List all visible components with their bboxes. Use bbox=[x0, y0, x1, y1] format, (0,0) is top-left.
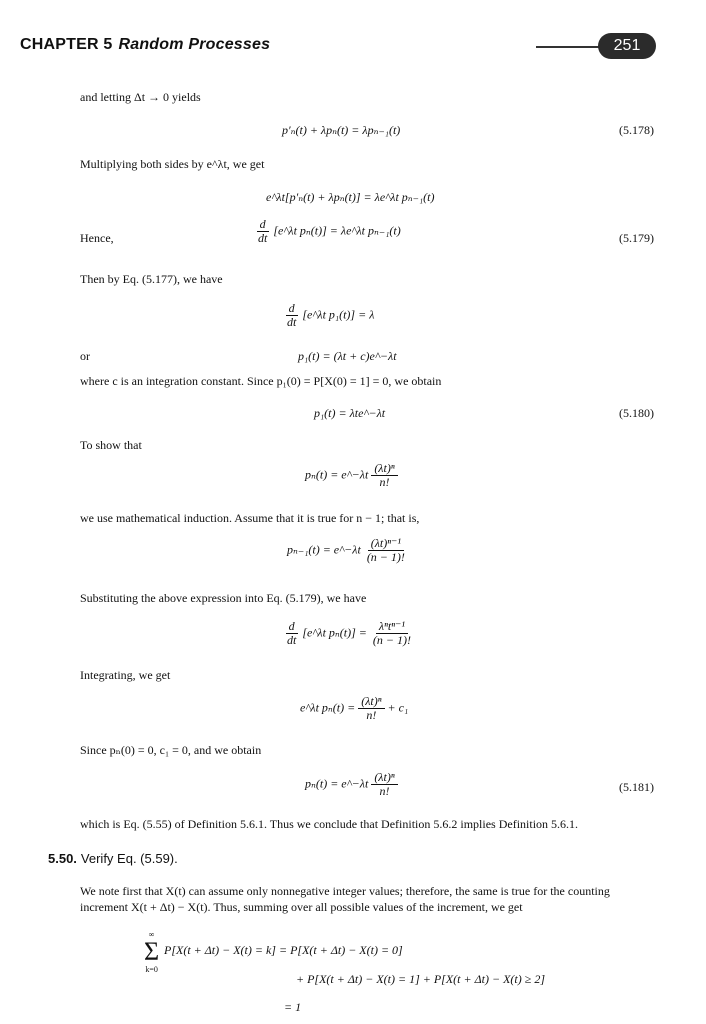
problem-heading bbox=[48, 850, 178, 868]
chapter-title: Random Processes bbox=[118, 36, 271, 53]
chapter-heading bbox=[20, 36, 270, 54]
text-hence: Hence, bbox=[80, 231, 114, 245]
paragraph-counting-increment: We note first that X(t) can assume only nonnegative integer values; therefore, the same is true for the counting increment X(t + Δt) − X(t). Thus, summing over all possible values of the increment, we get bbox=[80, 884, 610, 914]
equation-5-181: pₙ(t) = e^−λt $\frac{\text{(λt)ⁿ}}{n!}$ bbox=[305, 771, 398, 798]
equation-number-5-179: (5.179) bbox=[619, 231, 654, 245]
derivative-operator: $\frac{d}{dt}$ bbox=[287, 619, 297, 648]
equation-number-5-180: (5.180) bbox=[619, 406, 654, 420]
equation-5-179: $\frac{d}{dt}$ [e^λt pₙ(t)] = λe^λt pₙ₋₁(t) bbox=[255, 218, 401, 245]
page-number-badge: 251 bbox=[598, 33, 656, 59]
equation-pn-minus-1: pₙ₋₁(t) = e^−λt $\frac{\text{(λt)ⁿ⁻¹}}{(n - 1)!}$ bbox=[287, 536, 405, 565]
derivative-operator: $\frac{d}{dt}$ bbox=[258, 217, 268, 246]
text-or: or bbox=[80, 349, 90, 363]
equation-p1-derivative: $\frac{d}{dt}$ [e^λt p₁(t)] = λ bbox=[284, 302, 374, 329]
equation-number-5-178: (5.178) bbox=[619, 123, 654, 137]
summation-symbol: ∞ Σ k=0 bbox=[144, 930, 160, 974]
text-letting-dt: and letting Δt → 0 yields bbox=[80, 90, 201, 104]
equation-5-180: p₁(t) = λte^−λt bbox=[314, 406, 386, 420]
text-integrating: Integrating, we get bbox=[80, 668, 171, 682]
text-since-pn0: Since pₙ(0) = 0, c₁ = 0, and we obtain bbox=[80, 743, 262, 757]
text-then-by-eq: Then by Eq. (5.177), we have bbox=[80, 272, 223, 286]
text-multiplying: Multiplying both sides by e^λt, we get bbox=[80, 157, 265, 171]
derivative-operator: $\frac{d}{dt}$ bbox=[287, 301, 297, 330]
equation-sum-line-1: P[X(t + Δt) − X(t) = k] = P[X(t + Δt) − X(t) = 0] bbox=[164, 943, 403, 957]
header-rule bbox=[536, 46, 602, 48]
chapter-label: CHAPTER 5 bbox=[20, 36, 113, 53]
equation-pn-target: pₙ(t) = e^−λt $\frac{\text{(λt)ⁿ}}{n!}$ bbox=[305, 462, 398, 489]
equation-number-5-181: (5.181) bbox=[619, 780, 654, 794]
text-integration-constant: where c is an integration constant. Since p₁(0) = P[X(0) = 1] = 0, we obtain bbox=[80, 374, 442, 388]
equation-5-178: p′ₙ(t) + λpₙ(t) = λpₙ₋₁(t) bbox=[282, 123, 401, 137]
text-substituting: Substituting the above expression into Eq. (5.179), we have bbox=[80, 591, 367, 605]
equation-integrated: e^λt pₙ(t) = $\frac{\text{(λt)ⁿ}}{n!}$ + c₁ bbox=[300, 694, 409, 723]
equation-sum-line-3: = 1 bbox=[284, 1000, 302, 1014]
equation-p1-solution: p₁(t) = (λt + c)e^−λt bbox=[298, 349, 397, 363]
equation-sum-line-2: + P[X(t + Δt) − X(t) = 1] + P[X(t + Δt) − X(t) ≥ 2] bbox=[296, 972, 545, 986]
equation-multiplied: e^λt[p′ₙ(t) + λpₙ(t)] = λe^λt pₙ₋₁(t) bbox=[266, 190, 435, 204]
text-to-show: To show that bbox=[80, 438, 142, 452]
text-induction: we use mathematical induction. Assume that it is true for n − 1; that is, bbox=[80, 511, 420, 525]
problem-number: 5.50. bbox=[48, 851, 77, 866]
text-conclusion: which is Eq. (5.55) of Definition 5.6.1. Thus we conclude that Definition 5.6.2 implies Definition 5.6.1. bbox=[80, 817, 579, 831]
equation-substituted: $\frac{d}{dt}$ [e^λt pₙ(t)] = $\frac{\text{λⁿtⁿ⁻¹}}{(n - 1)!}$ bbox=[284, 620, 414, 647]
problem-statement: Verify Eq. (5.59). bbox=[80, 851, 178, 866]
